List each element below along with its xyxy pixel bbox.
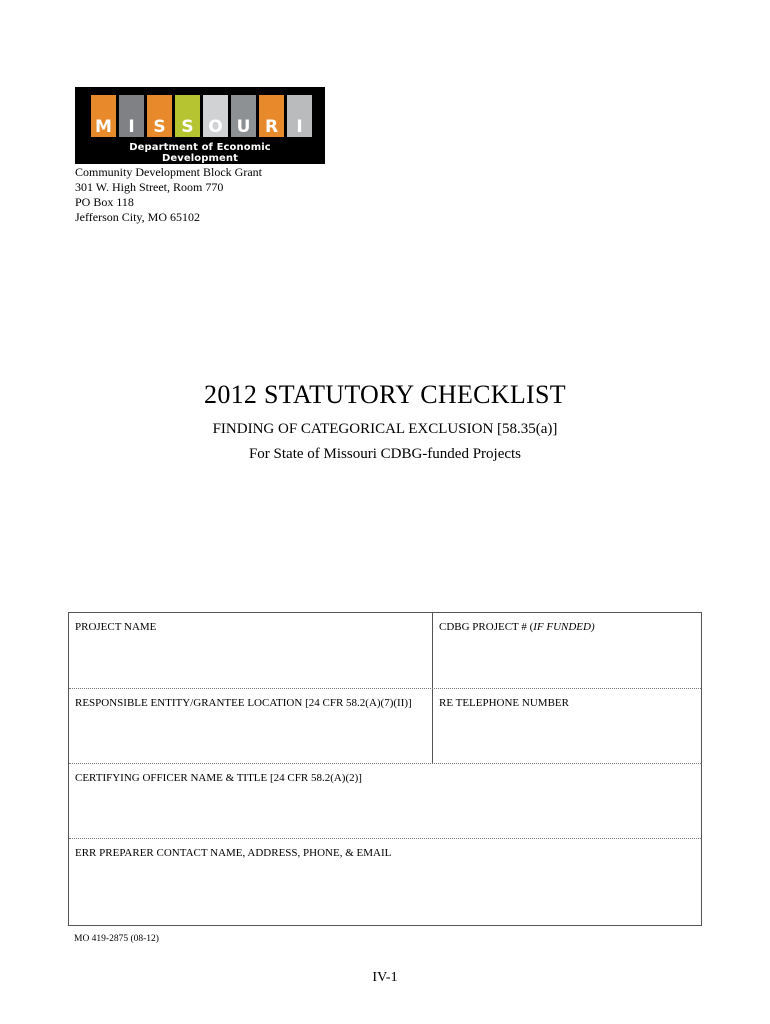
address-block — [75, 165, 262, 225]
err-preparer-field[interactable] — [69, 839, 701, 925]
project-info-form — [68, 612, 702, 926]
logo-tile: S — [147, 95, 172, 137]
responsible-entity-ref: [24 CFR 58.2(A)(7)(II)] — [302, 697, 412, 709]
responsible-entity-field[interactable] — [69, 689, 432, 763]
form-row-project — [69, 613, 701, 689]
logo-tile: U — [231, 95, 256, 137]
document-title: 2012 STATUTORY CHECKLIST — [204, 380, 566, 409]
page-number: IV-1 — [372, 970, 398, 985]
address-street: 301 W. High Street, Room 770 — [75, 180, 224, 194]
form-row-certifying-officer — [69, 764, 701, 839]
cdbg-if-funded-note: IF FUNDED) — [533, 621, 595, 633]
logo-department-name: Department of Economic Development — [129, 142, 271, 164]
document-subtitle-2: For State of Missouri CDBG-funded Projects — [248, 446, 522, 462]
certifying-officer-label: CERTIFYING OFFICER NAME & TITLE — [75, 772, 268, 784]
logo-tile: I — [119, 95, 144, 137]
re-telephone-label: RE TELEPHONE NUMBER — [439, 697, 569, 709]
cdbg-project-number-label: CDBG PROJECT # ( — [439, 621, 534, 633]
document-subtitle: FINDING OF CATEGORICAL EXCLUSION [58.35(a)] — [212, 421, 558, 437]
form-code: MO 419-2875 (08-12) — [74, 934, 159, 944]
address-org: Community Development Block Grant — [75, 165, 262, 179]
certifying-officer-field[interactable] — [69, 764, 701, 838]
logo-tiles — [91, 95, 312, 137]
cdbg-project-number-field[interactable] — [432, 613, 701, 688]
form-row-err-preparer — [69, 839, 701, 925]
project-name-label: PROJECT NAME — [75, 621, 157, 633]
responsible-entity-label: RESPONSIBLE ENTITY/GRANTEE LOCATION — [75, 697, 303, 709]
logo-tile: O — [203, 95, 228, 137]
err-preparer-label: ERR PREPARER CONTACT NAME, ADDRESS, PHONE, & EMAIL — [75, 847, 392, 859]
logo-tile: S — [175, 95, 200, 137]
logo-tile: I — [287, 95, 312, 137]
missouri-logo — [75, 87, 325, 164]
address-po-box: PO Box 118 — [75, 195, 134, 209]
address-city: Jefferson City, MO 65102 — [75, 210, 200, 224]
project-name-field[interactable] — [69, 613, 432, 688]
logo-tile: M — [91, 95, 116, 137]
logo-tile: R — [259, 95, 284, 137]
re-telephone-field[interactable] — [432, 689, 701, 763]
certifying-officer-ref: [24 CFR 58.2(A)(2)] — [267, 772, 362, 784]
form-row-entity — [69, 689, 701, 764]
